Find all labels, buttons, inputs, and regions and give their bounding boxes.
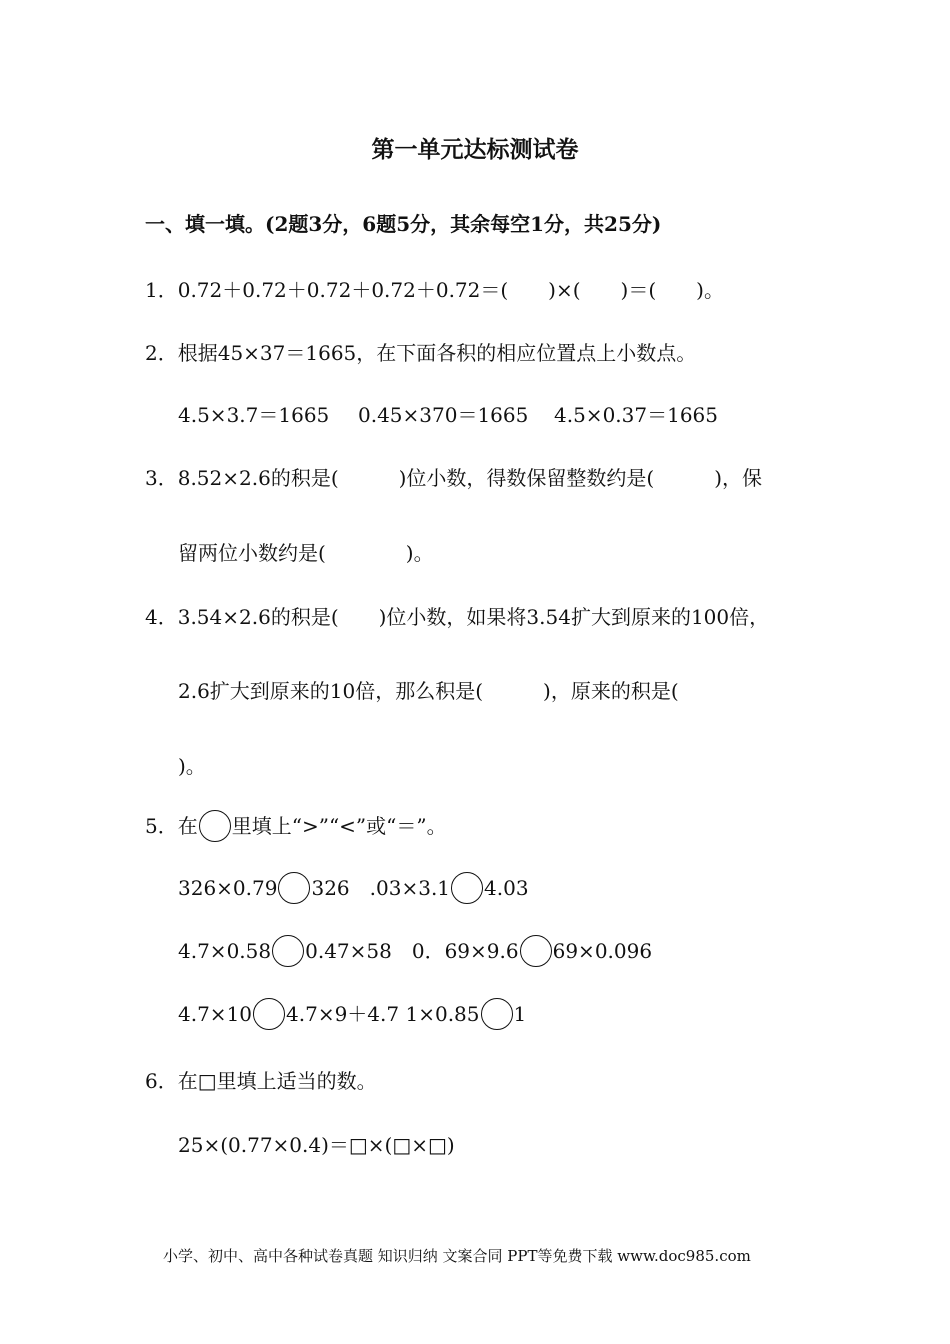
comparison-circle[interactable]	[278, 872, 310, 904]
question-5-stem	[145, 810, 447, 842]
section-heading: 一、填一填。(2题3分，6题5分，其余每空1分，共25分)	[145, 212, 662, 236]
question-3-line: 留两位小数约是( )。	[178, 541, 434, 565]
question-1: 1．0.72＋0.72＋0.72＋0.72＋0.72＝( )×( )＝( )。	[145, 278, 724, 302]
question-5-row	[178, 935, 652, 967]
expression: 0.47×58	[305, 939, 392, 963]
expression: 69×0.096	[552, 939, 653, 963]
expression: 4.7×9＋4.7	[286, 1002, 400, 1026]
question-2-item: 4.5×3.7＝1665	[178, 403, 330, 427]
question-5-row	[178, 872, 529, 904]
question-4-line: )。	[178, 754, 206, 778]
expression: 4.7×0.58	[178, 939, 272, 963]
comparison-circle[interactable]	[451, 872, 483, 904]
expression: 1	[513, 1002, 527, 1026]
question-5-stem-b: 里填上“>”“<”或“＝”。	[231, 814, 447, 838]
comparison-circle[interactable]	[272, 935, 304, 967]
question-2-item: 0.45×370＝1665	[358, 403, 529, 427]
question-5-row	[178, 998, 526, 1030]
page-footer: 小学、初中、高中各种试卷真题 知识归纳 文案合同 PPT等免费下载 www.doc985.com	[163, 1247, 751, 1265]
question-2-item: 4.5×0.37＝1665	[554, 403, 718, 427]
question-6-stem: 6．在□里填上适当的数。	[145, 1069, 377, 1093]
expression: 326	[311, 876, 350, 900]
page-title: 第一单元达标测试卷	[371, 136, 579, 163]
expression: 1×0.85	[399, 1002, 480, 1026]
expression: 326×0.79	[178, 876, 278, 900]
question-6-expression: 25×(0.77×0.4)＝□×(□×□)	[178, 1133, 455, 1157]
comparison-circle[interactable]	[481, 998, 513, 1030]
comparison-circle[interactable]	[253, 998, 285, 1030]
question-4-line: 4．3.54×2.6的积是( )位小数，如果将3.54扩大到原来的100倍，	[145, 605, 770, 629]
question-2-stem: 2．根据45×37＝1665，在下面各积的相应位置点上小数点。	[145, 341, 697, 365]
question-4-line: 2.6扩大到原来的10倍，那么积是( )，原来的积是(	[178, 679, 679, 703]
comparison-circle	[199, 810, 231, 842]
expression: 4.7×10	[178, 1002, 253, 1026]
expression: 0．69×9.6	[391, 939, 519, 963]
comparison-circle[interactable]	[520, 935, 552, 967]
question-5-stem-a: 5．在	[145, 814, 198, 838]
question-3-line: 3．8.52×2.6的积是( )位小数，得数保留整数约是( )，保	[145, 466, 763, 490]
expression: .03×3.1	[349, 876, 451, 900]
expression: 4.03	[484, 876, 529, 900]
